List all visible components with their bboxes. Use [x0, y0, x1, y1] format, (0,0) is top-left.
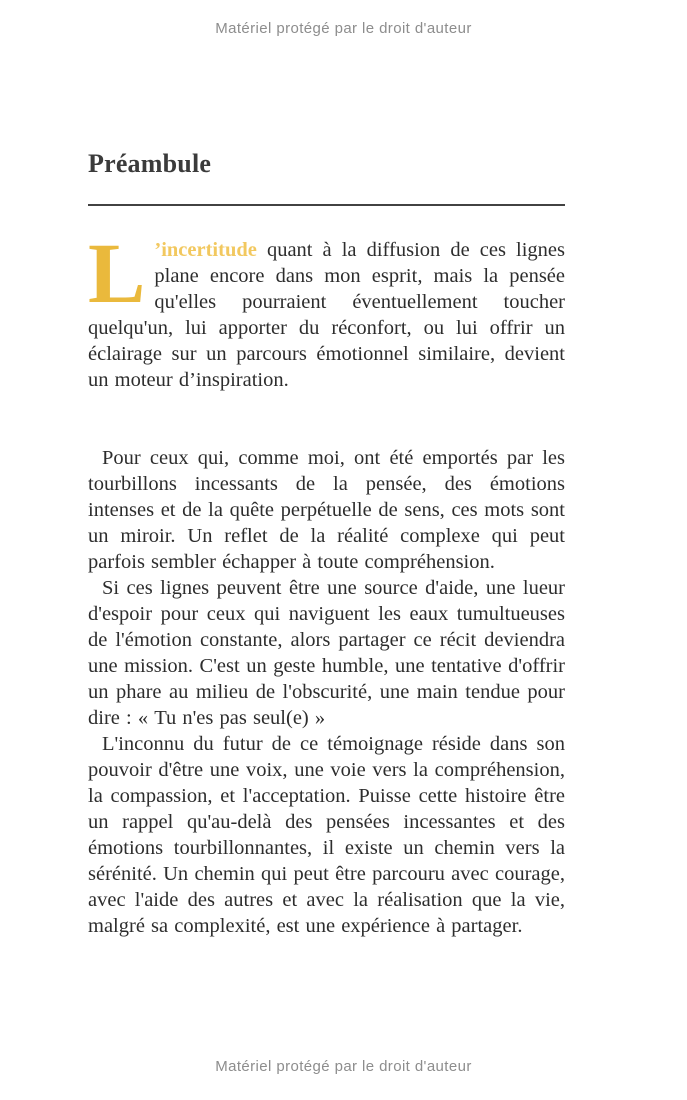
copyright-notice-top: Matériel protégé par le droit d'auteur: [215, 20, 472, 37]
paragraph: Si ces lignes peuvent être une source d'aide, une lueur d'espoir pour ceux qui naviguent les eaux tumultueuses de l'émotion constante, alors partager ce récit deviendra une mission. C'est un geste humble, une tentative d'offrir un phare au milieu de l'obscurité, une main tendue pour dire : « Tu n'es pas seul(e) »: [88, 577, 565, 729]
opening-paragraph-text: quant à la diffusion de ces lignes plane encore dans mon esprit, mais la pensée qu'elles pourraient éventuellement toucher quelqu'un, lui apporter du réconfort, ou lui offrir un éclairage sur un parcours émotionnel similaire, devient un moteur d’inspiration.: [88, 239, 565, 391]
paragraph: L'inconnu du futur de ce témoignage réside dans son pouvoir d'être une voix, une voie vers la compréhension, la compassion, et l'acceptation. Puisse cette histoire être un rappel qu'au-delà des pensées incessantes et des émotions tourbillonnantes, il existe un chemin vers la sérénité. Un chemin qui peut être parcouru avec courage, avec l'aide des autres et avec la réalisation que la vie, malgré sa complexité, est une expérience à partager.: [88, 733, 565, 937]
copyright-notice-bottom: Matériel protégé par le droit d'auteur: [215, 1058, 472, 1075]
paragraph: Pour ceux qui, comme moi, ont été emportés par les tourbillons incessants de la pensée, des émotions intenses et de la quête perpétuelle de sens, ces mots sont un miroir. Un reflet de la réalité complexe qui peut parfois sembler échapper à toute compréhension.: [88, 447, 565, 573]
highlighted-word: ’incertitude: [154, 239, 257, 261]
chapter-title: Préambule: [88, 149, 212, 178]
drop-cap-letter: L: [88, 225, 146, 321]
paragraph-opening: [88, 225, 565, 393]
page-content: [88, 151, 565, 939]
divider-rule: [88, 204, 565, 206]
